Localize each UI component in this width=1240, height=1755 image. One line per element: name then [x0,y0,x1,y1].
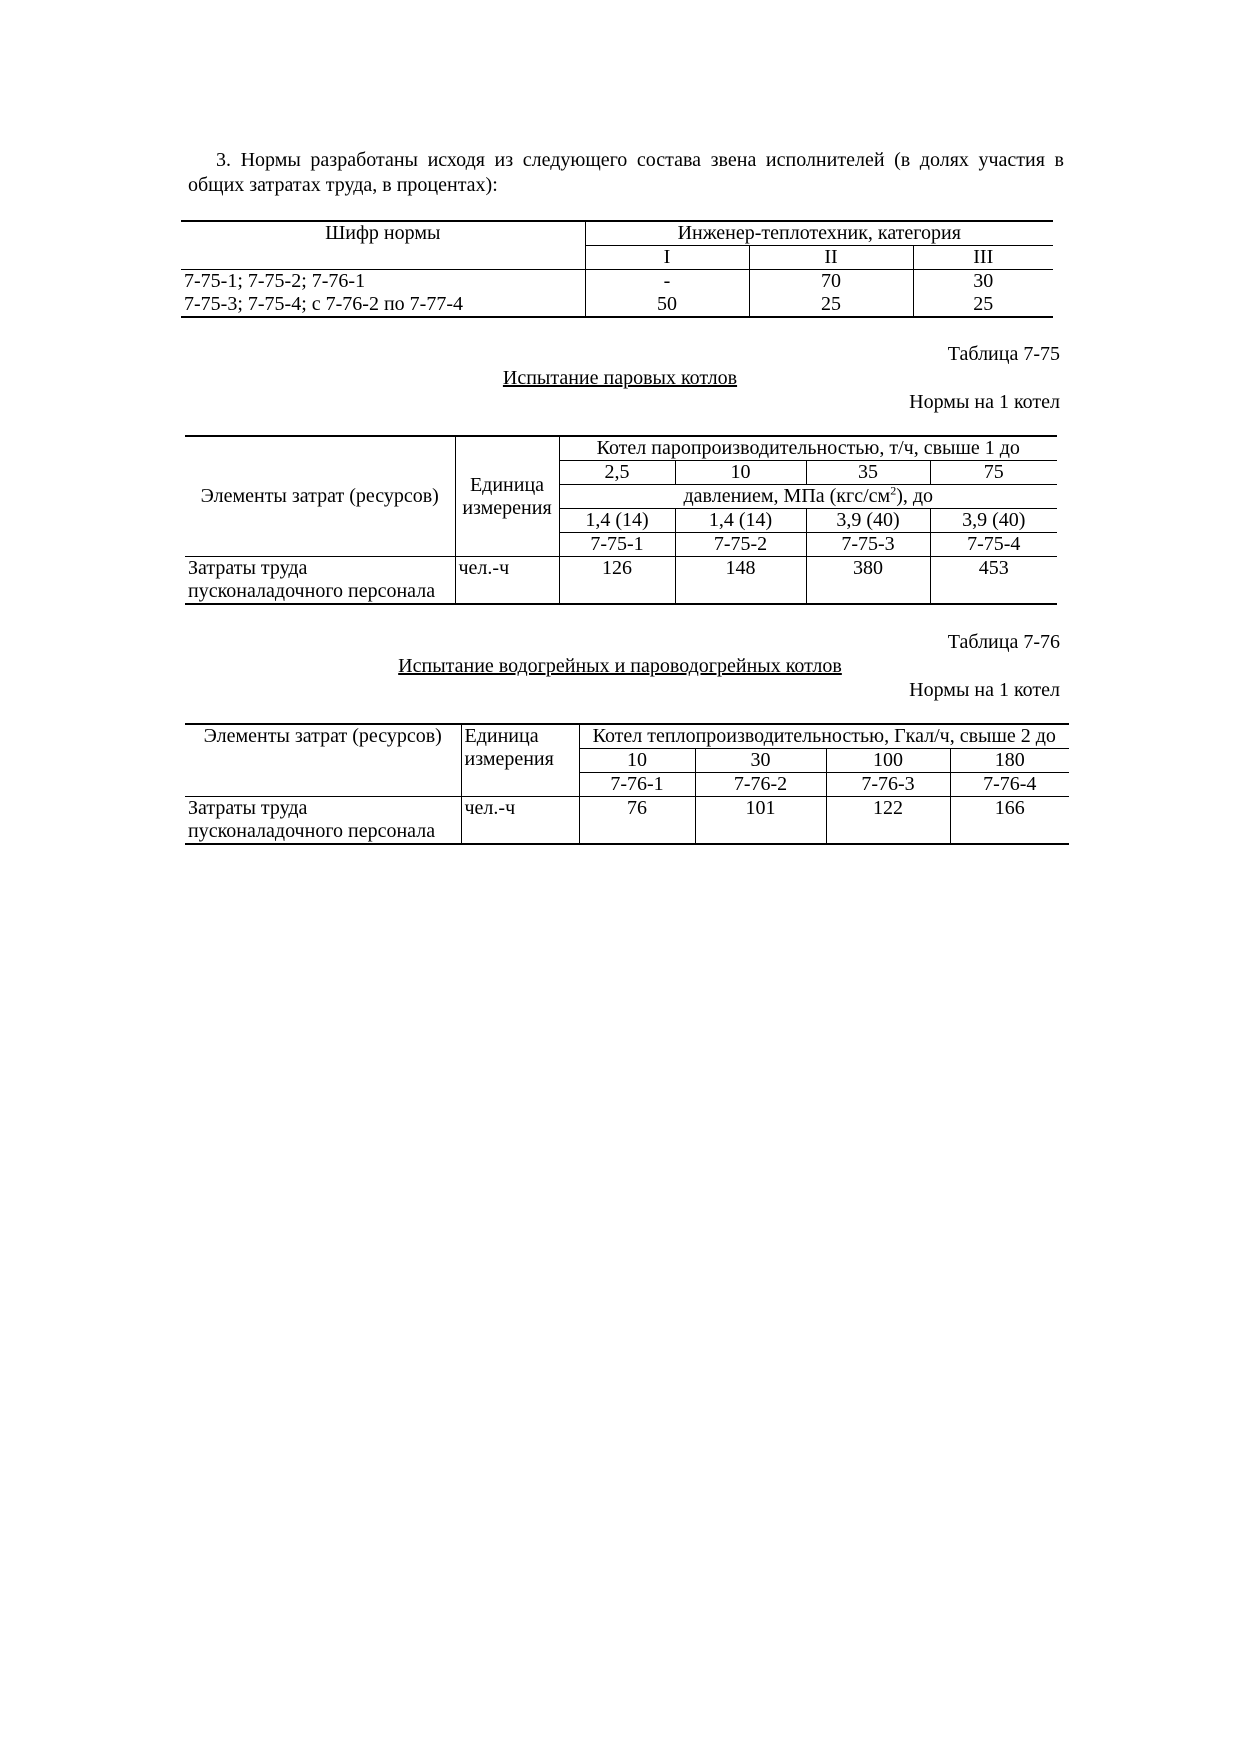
category-label: III [913,246,1053,270]
row-label: Затраты труда пусконаладочного персонала [185,797,461,845]
norm-code: 7-75-1 [559,533,675,557]
category-label: II [749,246,913,270]
header-code: Шифр нормы [181,221,585,270]
header-elements: Элементы затрат (ресурсов) [185,436,455,557]
norm-code: 7-75-3 [806,533,930,557]
header-capacity-group: Котел теплопроизводительностью, Гкал/ч, свыше 2 до [579,724,1069,749]
row-value: 453 [978,557,1009,579]
table-row [185,797,1069,845]
norm-code: 7-75-2 [675,533,806,557]
capacity-value: 10 [675,461,806,485]
capacity-value: 180 [950,749,1069,773]
norm-code: 7-76-2 [695,773,826,797]
row-unit: чел.-ч [461,797,579,845]
pressure-value: 3,9 (40) [930,509,1057,533]
header-elements: Элементы затрат (ресурсов) [185,724,461,797]
row-code: 7-75-3; 7-75-4; с 7-76-2 по 7-77-4 [181,293,585,317]
row-value: 76 [579,797,695,845]
norm-code: 7-76-3 [826,773,950,797]
row-value: 122 [826,797,950,845]
steam-boilers-table [185,435,1057,605]
table-title: Испытание паровых котлов [502,367,738,389]
header-capacity-group: Котел паропроизводительностью, т/ч, свыше 1 до [559,436,1057,461]
table-number: Таблица 7-75 [947,343,1060,365]
row-value: 25 [973,293,994,315]
row-value: 148 [675,557,806,605]
water-boilers-table [185,723,1069,845]
table-number: Таблица 7-76 [947,631,1060,653]
capacity-value: 10 [579,749,695,773]
row-value: 50 [585,293,749,317]
table-row [181,270,1053,294]
header-unit: Единица измерения [461,724,579,797]
table-title: Испытание водогрейных и пароводогрейных котлов [398,655,842,677]
pressure-value: 1,4 (14) [559,509,675,533]
row-value: 70 [749,270,913,294]
row-code: 7-75-1; 7-75-2; 7-76-1 [181,270,585,294]
header-engineer: Инженер-теплотехник, категория [585,221,1053,246]
table-row [181,293,1053,317]
table-row [185,557,1057,605]
category-label: I [585,246,749,270]
capacity-value: 2,5 [559,461,675,485]
composition-table [181,220,1053,318]
capacity-value: 75 [930,461,1057,485]
intro-paragraph: 3. Нормы разработаны исходя из следующего состава звена исполнителей (в долях участия в общих затратах труда, в процентах): [188,149,1064,196]
norms-caption: Нормы на 1 котел [909,679,1060,701]
norm-code: 7-76-4 [950,773,1069,797]
row-value: 101 [695,797,826,845]
row-value: - [585,270,749,294]
norm-code: 7-75-4 [930,533,1057,557]
norms-caption: Нормы на 1 котел [909,391,1060,413]
capacity-value: 30 [695,749,826,773]
row-value: 166 [994,797,1025,819]
capacity-value: 35 [806,461,930,485]
row-value: 380 [806,557,930,605]
row-value: 126 [559,557,675,605]
norm-code: 7-76-1 [579,773,695,797]
capacity-value: 100 [826,749,950,773]
header-pressure-group: давлением, МПа $(кгс/см^2)$, до [559,485,1057,509]
pressure-value: 1,4 (14) [675,509,806,533]
header-unit: Единица измерения [455,436,559,557]
pressure-value: 3,9 (40) [806,509,930,533]
row-unit: чел.-ч [455,557,559,605]
row-value: 30 [973,270,994,292]
row-value: 25 [749,293,913,317]
row-label: Затраты труда пусконаладочного персонала [185,557,455,605]
